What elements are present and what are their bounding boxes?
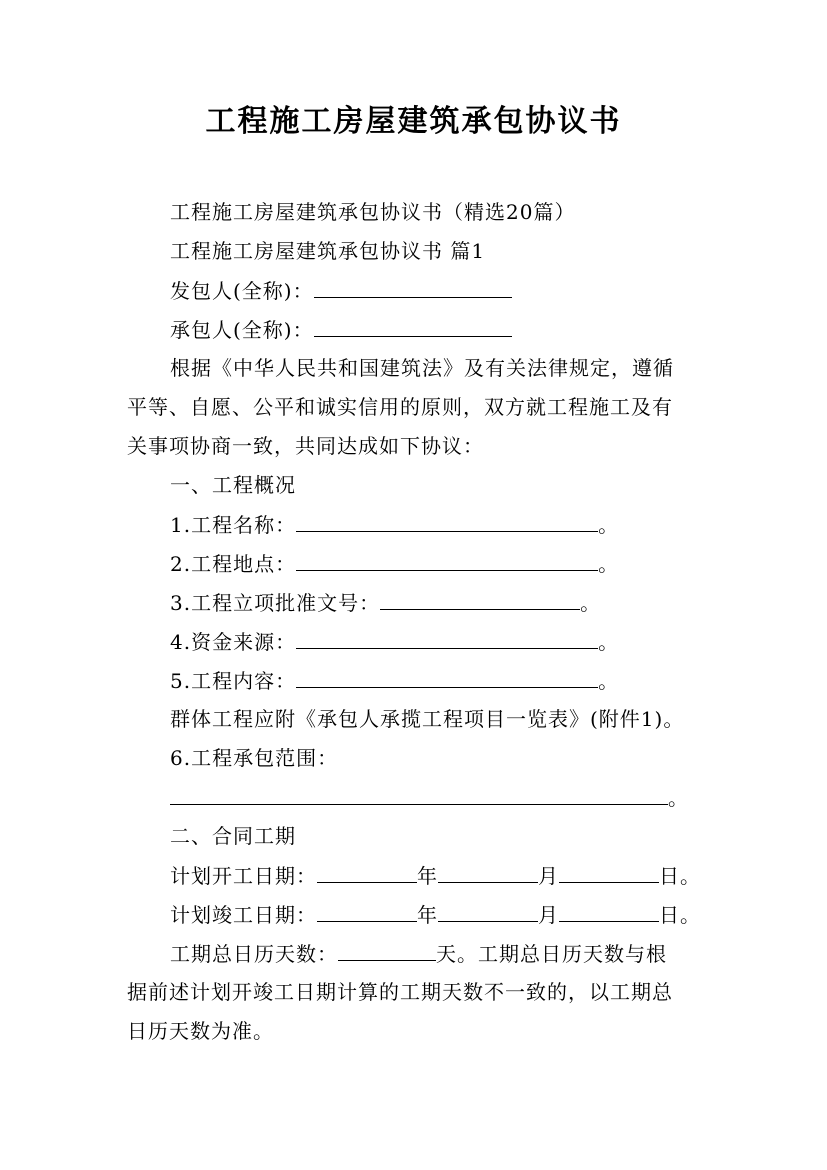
start-date-line [170, 860, 701, 891]
day-label: 日。 [659, 903, 701, 927]
day-label: 日。 [659, 864, 701, 888]
fund-source-label: 4.资金来源： [170, 630, 297, 654]
duration-line-3: 日历天数为准。 [127, 1019, 274, 1043]
duration-rest: 天。工期总日历天数与根 [436, 942, 667, 966]
project-location-line [170, 548, 619, 579]
project-content-line [170, 665, 619, 696]
preamble-line-2: 平等、自愿、公平和诚实信用的原则，双方就工程施工及有 [127, 395, 673, 419]
subtitle-line: 工程施工房屋建筑承包协议书（精选20篇） [170, 200, 576, 224]
approval-number-line [170, 587, 601, 618]
project-name-line [170, 509, 619, 540]
document-title: 工程施工房屋建筑承包协议书 [205, 104, 622, 139]
period: 。 [598, 669, 620, 693]
period: 。 [598, 552, 620, 576]
project-name-blank [296, 509, 598, 532]
duration-blank [338, 938, 436, 961]
fund-source-blank [296, 626, 598, 649]
duration-line-2: 据前述计划开竣工日期计算的工期天数不一致的，以工期总 [127, 980, 673, 1004]
finish-year-blank [317, 899, 417, 922]
duration-line-1 [170, 938, 667, 969]
finish-date-label: 计划竣工日期： [170, 903, 317, 927]
group-project-note: 群体工程应附《承包人承揽工程项目一览表》(附件1)。 [170, 707, 685, 731]
period: 。 [580, 591, 602, 615]
project-location-label: 2.工程地点： [170, 552, 297, 576]
scope-line [170, 782, 689, 813]
scope-heading: 6.工程承包范围： [170, 746, 339, 770]
approval-number-blank [380, 587, 580, 610]
period: 。 [668, 786, 689, 810]
finish-date-line [170, 899, 701, 930]
start-day-blank [559, 860, 659, 883]
project-name-label: 1.工程名称： [170, 513, 297, 537]
year-label: 年 [417, 903, 438, 927]
start-date-label: 计划开工日期： [170, 864, 317, 888]
start-month-blank [438, 860, 538, 883]
preamble-line-3: 关事项协商一致，共同达成如下协议： [127, 434, 484, 458]
period: 。 [598, 513, 620, 537]
approval-number-label: 3.工程立项批准文号： [170, 591, 381, 615]
period: 。 [598, 630, 620, 654]
month-label: 月 [538, 903, 559, 927]
section-2-heading: 二、合同工期 [170, 824, 296, 848]
contractor-line [170, 314, 512, 345]
employer-blank [314, 275, 512, 298]
start-year-blank [317, 860, 417, 883]
preamble-line-1: 根据《中华人民共和国建筑法》及有关法律规定，遵循 [170, 356, 674, 380]
contractor-label: 承包人(全称)： [170, 318, 314, 342]
section-1-heading: 一、工程概况 [170, 473, 296, 497]
duration-label: 工期总日历天数： [170, 942, 338, 966]
project-location-blank [296, 548, 598, 571]
project-content-label: 5.工程内容： [170, 669, 297, 693]
finish-day-blank [559, 899, 659, 922]
scope-blank [170, 782, 668, 805]
month-label: 月 [538, 864, 559, 888]
finish-month-blank [438, 899, 538, 922]
project-content-blank [296, 665, 598, 688]
employer-label: 发包人(全称)： [170, 279, 314, 303]
year-label: 年 [417, 864, 438, 888]
contractor-blank [314, 314, 512, 337]
chapter-heading: 工程施工房屋建筑承包协议书 篇1 [170, 239, 486, 263]
employer-line [170, 275, 512, 306]
fund-source-line [170, 626, 619, 657]
